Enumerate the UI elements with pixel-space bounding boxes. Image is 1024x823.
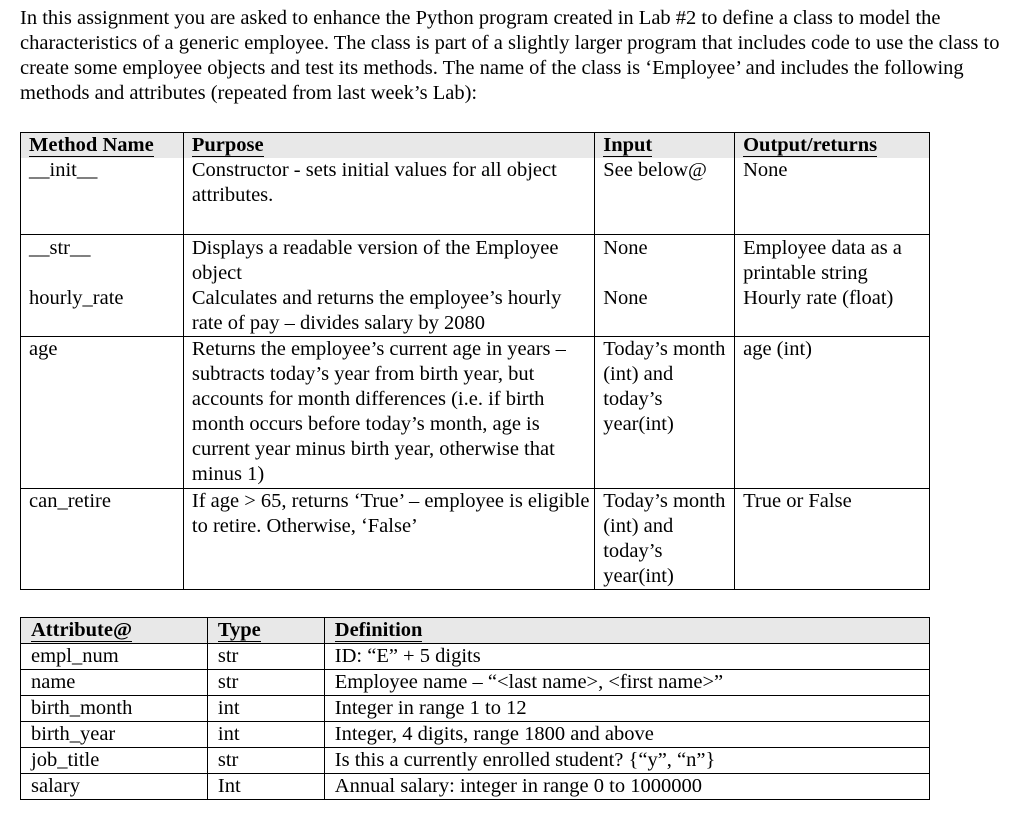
header-type: Type: [207, 618, 324, 644]
attribute-name: birth_month: [21, 696, 208, 722]
attribute-name: job_title: [21, 748, 208, 774]
header-definition: Definition: [324, 618, 929, 644]
attribute-type: str: [207, 644, 324, 670]
method-output: Hourly rate (float): [735, 286, 930, 337]
attribute-definition: Is this a currently enrolled student? {“y”, “n”}: [324, 748, 929, 774]
table-row: [21, 696, 930, 722]
table-row: [21, 286, 930, 337]
table-row: [21, 337, 930, 489]
method-purpose: If age > 65, returns ‘True’ – employee is eligible to retire. Otherwise, ‘False’: [183, 489, 594, 590]
header-input: Input: [595, 133, 735, 159]
method-purpose: Calculates and returns the employee’s hourly rate of pay – divides salary by 2080: [183, 286, 594, 337]
method-name: __init__: [21, 158, 184, 234]
method-input: Today’s month (int) and today’s year(int): [595, 337, 735, 489]
method-name: __str__: [21, 234, 184, 286]
attribute-type: str: [207, 748, 324, 774]
attribute-type: str: [207, 670, 324, 696]
method-input: None: [595, 234, 735, 286]
table-row: [21, 670, 930, 696]
table-row: [21, 644, 930, 670]
intro-paragraph: In this assignment you are asked to enhance the Python program created in Lab #2 to define a class to model the characteristics of a generic employee. The class is part of a slightly larger program that includes code to use the class to create some employee objects and test its methods. The name of the class is ‘Employee’ and includes the following methods and attributes (repeated from last week’s Lab):: [20, 7, 1000, 104]
method-name: age: [21, 337, 184, 489]
method-input: None: [595, 286, 735, 337]
table-row: [21, 774, 930, 800]
attribute-definition: Employee name – “<last name>, <first name>”: [324, 670, 929, 696]
attribute-name: empl_num: [21, 644, 208, 670]
attribute-name: birth_year: [21, 722, 208, 748]
methods-header-row: [21, 133, 930, 159]
attribute-name: name: [21, 670, 208, 696]
attribute-definition: Integer in range 1 to 12: [324, 696, 929, 722]
table-row: [21, 722, 930, 748]
header-method-name: Method Name: [21, 133, 184, 159]
attribute-definition: Integer, 4 digits, range 1800 and above: [324, 722, 929, 748]
method-output: True or False: [735, 489, 930, 590]
header-output: Output/returns: [735, 133, 930, 159]
table-row: [21, 234, 930, 286]
attribute-definition: Annual salary: integer in range 0 to 1000000: [324, 774, 929, 800]
method-input: Today’s month (int) and today’s year(int): [595, 489, 735, 590]
methods-table: [20, 132, 930, 590]
attribute-type: int: [207, 696, 324, 722]
method-output: Employee data as a printable string: [735, 234, 930, 286]
attribute-type: int: [207, 722, 324, 748]
method-purpose: Displays a readable version of the Employee object: [183, 234, 594, 286]
table-row: [21, 158, 930, 234]
method-purpose: Constructor - sets initial values for all object attributes.: [183, 158, 594, 234]
method-output: None: [735, 158, 930, 234]
header-purpose: Purpose: [183, 133, 594, 159]
attribute-type: Int: [207, 774, 324, 800]
method-output: age (int): [735, 337, 930, 489]
table-row: [21, 748, 930, 774]
attributes-table: [20, 617, 930, 800]
attribute-definition: ID: “E” + 5 digits: [324, 644, 929, 670]
method-purpose: Returns the employee’s current age in years – subtracts today’s year from birth year, but accounts for month differences (i.e. if birth month occurs before today’s month, age is current year minus birth year, otherwise that minus 1): [183, 337, 594, 489]
header-attribute: Attribute@: [21, 618, 208, 644]
method-input: See below@: [595, 158, 735, 234]
method-name: hourly_rate: [21, 286, 184, 337]
attribute-name: salary: [21, 774, 208, 800]
table-row: [21, 489, 930, 590]
attributes-header-row: [21, 618, 930, 644]
method-name: can_retire: [21, 489, 184, 590]
